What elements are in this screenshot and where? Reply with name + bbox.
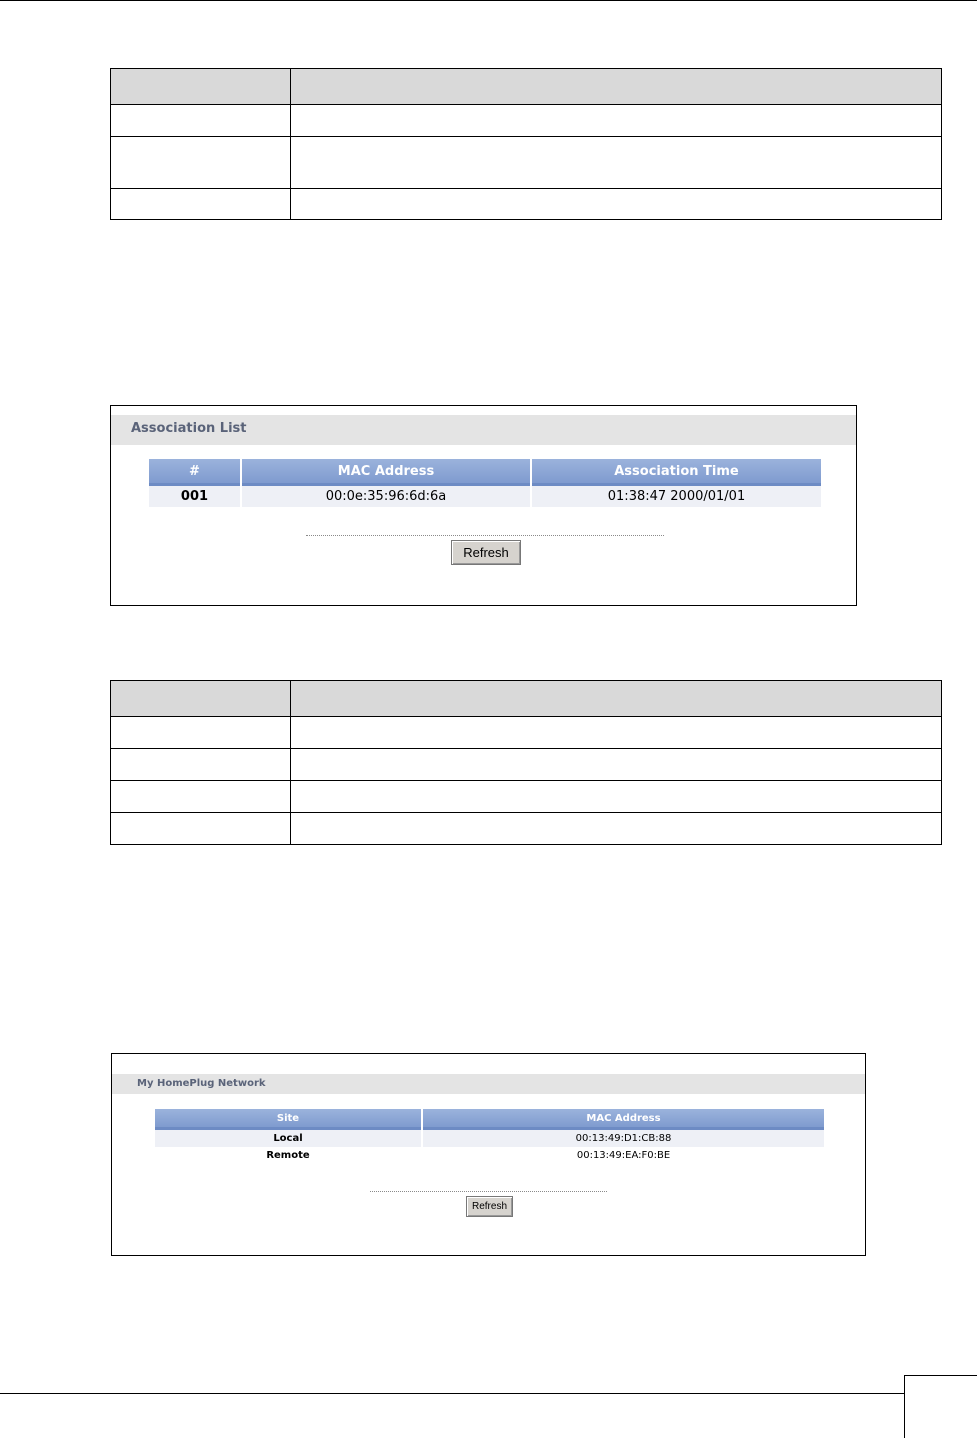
doc-table-row [111,105,942,137]
column-header-mac-address: MAC Address [423,1109,824,1130]
separator-dotted [306,535,664,536]
table-row [155,1147,824,1164]
doc-table-row [111,717,942,749]
homeplug-network-panel [111,1053,866,1256]
row-mac-address: 00:13:49:EA:F0:BE [423,1147,824,1164]
header-rule [0,0,977,1]
association-list-panel [110,405,857,606]
association-table [147,459,823,507]
homeplug-table-header-row [155,1109,824,1130]
row-mac-address: 00:0e:35:96:6d:6a [242,486,530,507]
column-header-site: Site [155,1109,421,1130]
refresh-button[interactable]: Refresh [451,540,521,565]
table-row [149,486,821,507]
table-row [155,1130,824,1147]
doc-table-2 [110,680,942,845]
doc-table-header-row [111,69,942,105]
separator-dotted [370,1191,607,1192]
row-association-time: 01:38:47 2000/01/01 [532,486,821,507]
doc-table-row [111,749,942,781]
footer-rule [0,1393,904,1394]
doc-table-row [111,189,942,220]
column-header-mac-address: MAC Address [242,459,530,486]
row-mac-address: 00:13:49:D1:CB:88 [423,1130,824,1147]
page-number-box [904,1375,977,1438]
association-table-header-row [149,459,821,486]
doc-table-row [111,137,942,189]
doc-table-header-row [111,681,942,717]
doc-table-row [111,813,942,845]
refresh-button[interactable]: Refresh [466,1196,513,1217]
doc-table-row [111,781,942,813]
column-header-association-time: Association Time [532,459,821,486]
doc-table-1 [110,68,942,220]
homeplug-table [153,1109,826,1164]
row-site: Local [155,1130,421,1147]
association-list-title: Association List [131,421,247,436]
row-site: Remote [155,1147,421,1164]
row-index: 001 [149,486,240,507]
homeplug-network-title: My HomePlug Network [137,1078,266,1089]
column-header-number: # [149,459,240,486]
